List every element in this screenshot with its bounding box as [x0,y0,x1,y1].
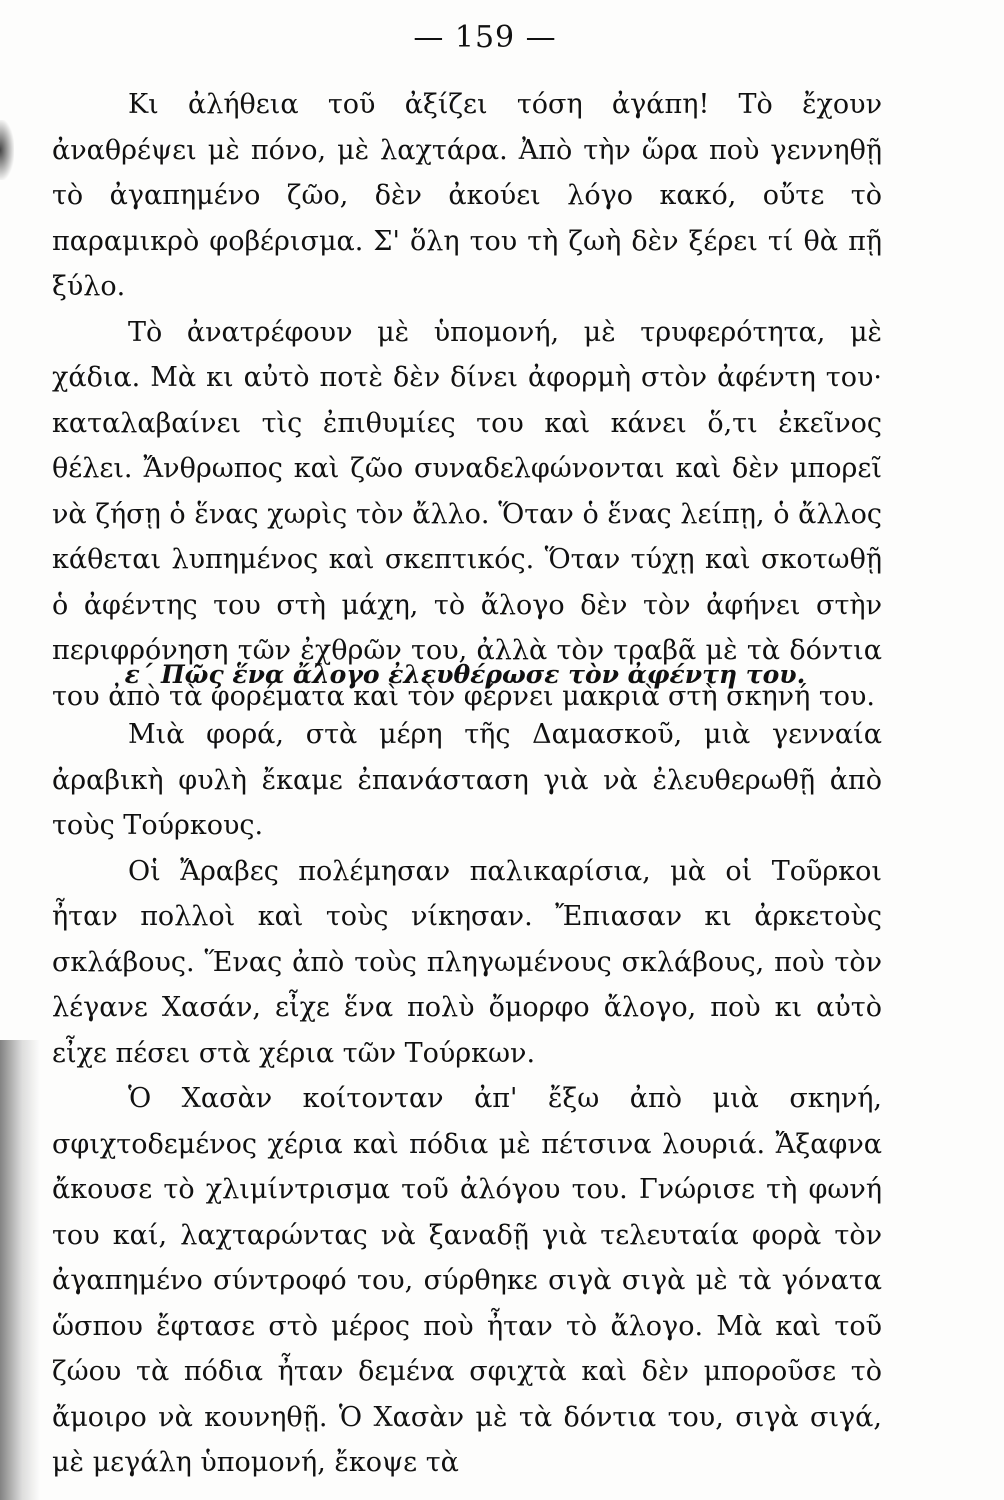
page-number: — 159 — [413,20,557,55]
paragraph: Τὸ ἀνατρέφουν μὲ ὑπομονή, μὲ τρυφερότητα, μὲ χάδια. Μὰ κι αὐτὸ ποτὲ δὲν δίνει ἀφορμὴ στὸν ἀφέντη του· καταλαβαίνει τὶς ἐπιθυμίες του καὶ κάνει ὅ,τι ἐκεῖνος θέλει. Ἄνθρωπος καὶ ζῶο συναδελφώνονται καὶ δὲν μπορεῖ νὰ ζήσῃ ὁ ἕνας χωρὶς τὸν ἄλλο. Ὅταν ὁ ἕνας λείπῃ, ὁ ἄλλος κάθεται λυπημένος καὶ σκεπτικός. Ὅταν τύχῃ καὶ σκοτωθῇ ὁ ἀφέντης του στὴ μάχη, τὸ ἄλογο δὲν τὸν ἀφήνει στὴν περιφρόνηση τῶν ἐχθρῶν του, ἀλλὰ τὸν τραβᾶ μὲ τὰ δόντια του ἀπὸ τὰ φορέματα καὶ τὸν φέρνει μακριὰ στὴ σκηνή του. [52,316,882,712]
paragraph: Ὁ Χασὰν κοίτονταν ἀπ' ἔξω ἀπὸ μιὰ σκηνή, σφιχτοδεμένος χέρια καὶ πόδια μὲ πέτσινα λουριά. Ἄξαφνα ἄκουσε τὸ χλιμίντρισμα τοῦ ἀλόγου του. Γνώρισε τὴ φωνή του καί, λαχταρώντας νὰ ξαναδῇ γιὰ τελευταία φορὰ τὸν ἀγαπημένο σύντροφό του, σύρθηκε σιγὰ σιγὰ μὲ τὰ γόνατα ὥσπου ἔφτασε στὸ μέρος ποὺ ἦταν τὸ ἄλογο. Μὰ καὶ τοῦ ζώου τὰ πόδια ἦταν δεμένα σφιχτὰ καὶ δὲν μποροῦσε τὸ ἄμοιρο νὰ κουνηθῇ. Ὁ Χασὰν μὲ τὰ δόντια του, σιγὰ σιγά, μὲ μεγάλη ὑπομονή, ἔκοψε τὰ [52,1083,882,1478]
section-heading: ε΄ Πῶς ἕνα ἄλογο ἐλευθέρωσε τὸν ἀφέντη του. [124,660,806,689]
paragraph: Κι ἀλήθεια τοῦ ἀξίζει τόση ἀγάπη! Τὸ ἔχουν ἀναθρέψει μὲ πόνο, μὲ λαχτάρα. Ἀπὸ τὴν ὥρα ποὺ γεννηθῇ τὸ ἀγαπημένο ζῶο, δὲν ἀκούει λόγο κακό, οὔτε τὸ παραμικρὸ φοβέρισμα. Σ' ὅλη του τὴ ζωὴ δὲν ξέρει τί θὰ πῇ ξύλο. [52,89,882,302]
paragraph: Οἱ Ἄραβες πολέμησαν παλικαρίσια, μὰ οἱ Τοῦρκοι ἦταν πολλοὶ καὶ τοὺς νίκησαν. Ἔπιασαν κι ἀρκετοὺς σκλάβους. Ἕνας ἀπὸ τοὺς πληγωμένους σκλάβους, ποὺ τὸν λέγανε Χασάν, εἶχε ἕνα πολὺ ὄμορφο ἄλογο, ποὺ κι αὐτὸ εἶχε πέσει στὰ χέρια τῶν Τούρκων. [52,855,882,1069]
scan-shadow-top [0,120,14,180]
paragraph: Μιὰ φορά, στὰ μέρη τῆς Δαμασκοῦ, μιὰ γενναία ἀραβικὴ φυλὴ ἔκαμε ἐπανάσταση γιὰ νὰ ἐλευθερωθῇ ἀπὸ τοὺς Τούρκους. [52,719,882,841]
text-block-top [52,82,882,719]
scan-shadow-bottom [0,1040,40,1500]
text-block-bottom [52,712,882,1486]
